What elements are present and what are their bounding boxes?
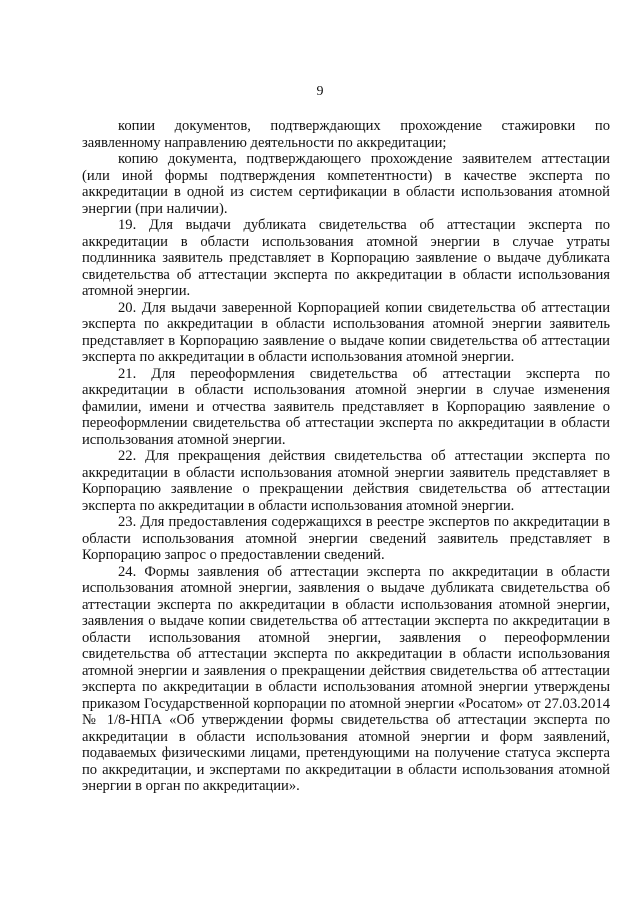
page-number: 9: [316, 84, 324, 99]
document-body: [82, 118, 610, 795]
paragraph-attestation-copy: копию документа, подтверждающего прохождение заявителем аттестации (или иной формы подтверждения компетентности) в качестве эксперта по аккредитации в одной из систем сертификации в области использования атомной энергии (при наличии).: [82, 151, 610, 217]
paragraph-23: 23. Для предоставления содержащихся в реестре экспертов по аккредитации в области использования атомной энергии сведений заявитель представляет в Корпорацию запрос о предоставлении сведений.: [82, 514, 610, 563]
paragraph-documents-internship: копии документов, подтверждающих прохождение стажировки по заявленному направлению деятельности по аккредитации;: [82, 118, 610, 151]
paragraph-21: 21. Для переоформления свидетельства об аттестации эксперта по аккредитации в области использования атомной энергии в случае изменения фамилии, имени и отчества заявитель представляет в Корпорацию заявление о переоформлении свидетельства об аттестации эксперта по аккредитации в области использования атомной энергии.: [82, 365, 610, 448]
paragraph-20: 20. Для выдачи заверенной Корпорацией копии свидетельства об аттестации эксперта по аккредитации в области использования атомной энергии заявитель представляет в Корпорацию заявление о выдаче копии свидетельства об аттестации эксперта по аккредитации в области использования атомной энергии.: [82, 299, 610, 365]
paragraph-24: 24. Формы заявления об аттестации эксперта по аккредитации в области использования атомной энергии, заявления о выдаче дубликата свидетельства об аттестации эксперта по аккредитации в области использования атомной энергии, заявления о выдаче копии свидетельства об аттестации эксперта по аккредитации в области использования атомной энергии, заявления о переоформлении свидетельства об аттестации эксперта по аккредитации в области использования атомной энергии и заявления о прекращении действия свидетельства об аттестации эксперта по аккредитации в области использования атомной энергии утверждены приказом Государственной корпорации по атомной энергии «Росатом» от 27.03.2014 № 1/8-НПА «Об утверждении формы свидетельства об аттестации эксперта по аккредитации в области использования атомной энергии и форм заявлений, подаваемых физическими лицами, претендующими на получение статуса эксперта по аккредитации, и экспертами по аккредитации в области использования атомной энергии в орган по аккредитации».: [82, 563, 610, 794]
paragraph-22: 22. Для прекращения действия свидетельства об аттестации эксперта по аккредитации в области использования атомной энергии заявитель представляет в Корпорацию заявление о прекращении действия свидетельства об аттестации эксперта по аккредитации в области использования атомной энергии.: [82, 448, 610, 514]
paragraph-19: 19. Для выдачи дубликата свидетельства об аттестации эксперта по аккредитации в области использования атомной энергии в случае утраты подлинника заявитель представляет в Корпорацию заявление о выдаче дубликата свидетельства об аттестации эксперта по аккредитации в области использования атомной энергии.: [82, 217, 610, 299]
